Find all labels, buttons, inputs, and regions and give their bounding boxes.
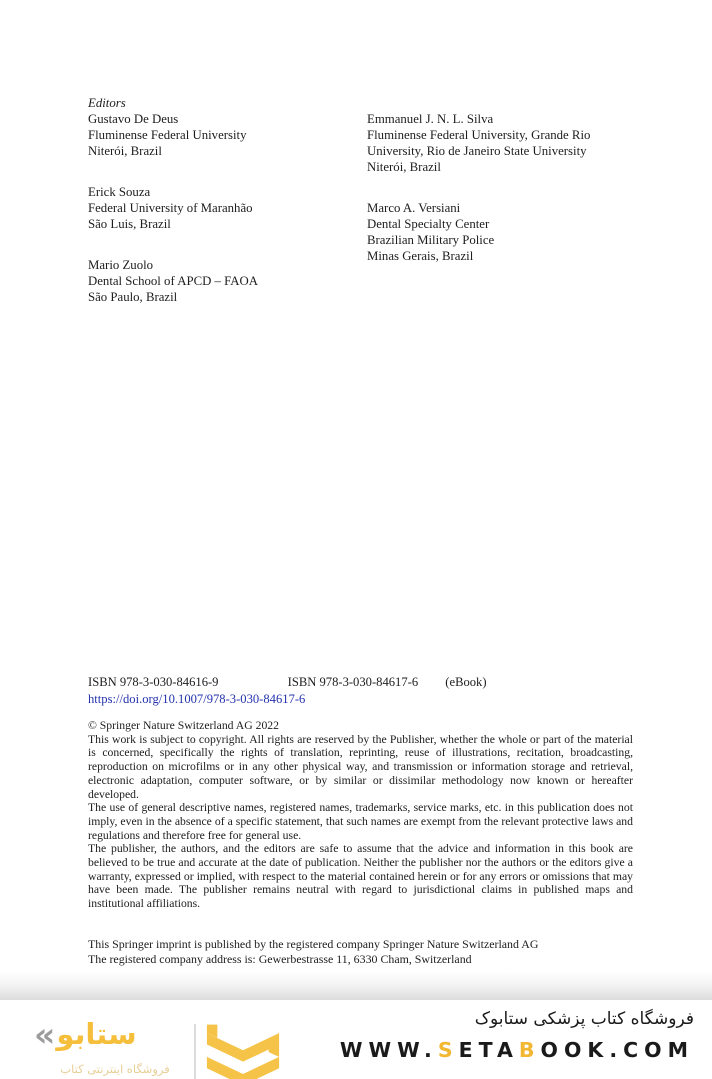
- setabook-logo: [30, 1008, 290, 1079]
- copyright-notice: © Springer Nature Switzerland AG 2022: [88, 719, 279, 732]
- setabook-chevron-s-icon: [205, 1024, 281, 1079]
- isbn-ebook: ISBN 978-3-030-84617-6: [287, 675, 419, 689]
- setabook-footer: [0, 1000, 712, 1079]
- isbn-row: [88, 674, 487, 691]
- editor-name: Emmanuel J. N. L. Silva: [367, 112, 494, 126]
- editor-affiliation: Federal University of Maranhão: [88, 201, 253, 215]
- editor-name: Erick Souza: [88, 185, 151, 199]
- editor-entry: [367, 111, 657, 175]
- copyright-paragraph: This work is subject to copyright. All rights are reserved by the Publisher, whether the whole or part of the material is concerned, specifically the rights of translation, reprinting, reuse of illustrations, recitation, broadcasting, reproduction on microfilms or in any other physical way, and transmission or information storage and retrieval, electronic adaptation, computer software, or by similar or dissimilar methodology now known or hereafter developed.: [88, 732, 633, 801]
- editor-affiliation: Fluminense Federal University: [88, 128, 247, 142]
- copyright-block: [88, 719, 633, 911]
- editor-location: São Paulo, Brazil: [88, 290, 178, 304]
- isbn-print: ISBN 978-3-030-84616-9: [88, 675, 219, 689]
- isbn-ebook-label: (eBook): [445, 675, 487, 689]
- editor-entry: [88, 257, 358, 305]
- editors-heading: Editors: [88, 96, 126, 110]
- isbn-block: [88, 674, 487, 707]
- wordmark-kaf-glyph: «: [34, 1015, 56, 1054]
- store-title-farsi: فروشگاه کتاب پزشکی ستابوک: [474, 1009, 694, 1029]
- logo-tagline: فروشگاه اینترنتی کتاب: [60, 1062, 170, 1076]
- footer-right: [340, 1006, 694, 1062]
- imprint-block: [88, 937, 633, 967]
- editor-location: Niterói, Brazil: [367, 160, 441, 174]
- editor-location: São Luis, Brazil: [88, 217, 171, 231]
- page-bottom-shadow: [0, 972, 712, 1000]
- editor-affiliation: University, Rio de Janeiro State University: [367, 144, 587, 158]
- doi-link[interactable]: https://doi.org/10.1007/978-3-030-84617-6: [88, 691, 306, 706]
- imprint-line: This Springer imprint is published by the registered company Springer Nature Switzerland AG: [88, 937, 539, 951]
- store-url: WWW.SETABOOK.COM: [339, 1038, 694, 1062]
- imprint-line: The registered company address is: Gewerbestrasse 11, 6330 Cham, Switzerland: [88, 952, 472, 966]
- copyright-paragraph: The publisher, the authors, and the editors are safe to assume that the advice and information in this book are believed to be true and accurate at the date of publication. Neither the publisher nor the authors or the editors give a warranty, expressed or implied, with respect to the material contained herein or for any errors or omissions that may have been made. The publisher remains neutral with regard to jurisdictional claims in published maps and institutional affiliations.: [88, 842, 633, 911]
- editor-entry: [367, 200, 657, 264]
- editor-name: Gustavo De Deus: [88, 112, 179, 126]
- editor-name: Marco A. Versiani: [367, 201, 461, 215]
- doi-row: [88, 691, 487, 708]
- setabook-wordmark: [34, 1015, 137, 1054]
- editor-entry: [88, 184, 358, 232]
- editor-affiliation: Brazilian Military Police: [367, 233, 495, 247]
- editors-column-right: [367, 111, 657, 289]
- editors-column-left: [88, 95, 358, 330]
- editor-affiliation: Fluminense Federal University, Grande Rio: [367, 128, 591, 142]
- copyright-paragraph: The use of general descriptive names, registered names, trademarks, service marks, etc. in this publication does not imply, even in the absence of a specific statement, that such names are exempt from the relevant protective laws and regulations and therefore free for general use.: [88, 801, 633, 842]
- wordmark-farsi: ستابو: [56, 1017, 137, 1051]
- editor-affiliation: Dental School of APCD – FAOA: [88, 274, 259, 288]
- editor-affiliation: Dental Specialty Center: [367, 217, 490, 231]
- editor-location: Niterói, Brazil: [88, 144, 162, 158]
- editor-entry: [88, 111, 358, 159]
- editor-location: Minas Gerais, Brazil: [367, 249, 474, 263]
- editor-name: Mario Zuolo: [88, 258, 154, 272]
- logo-divider: [194, 1024, 196, 1079]
